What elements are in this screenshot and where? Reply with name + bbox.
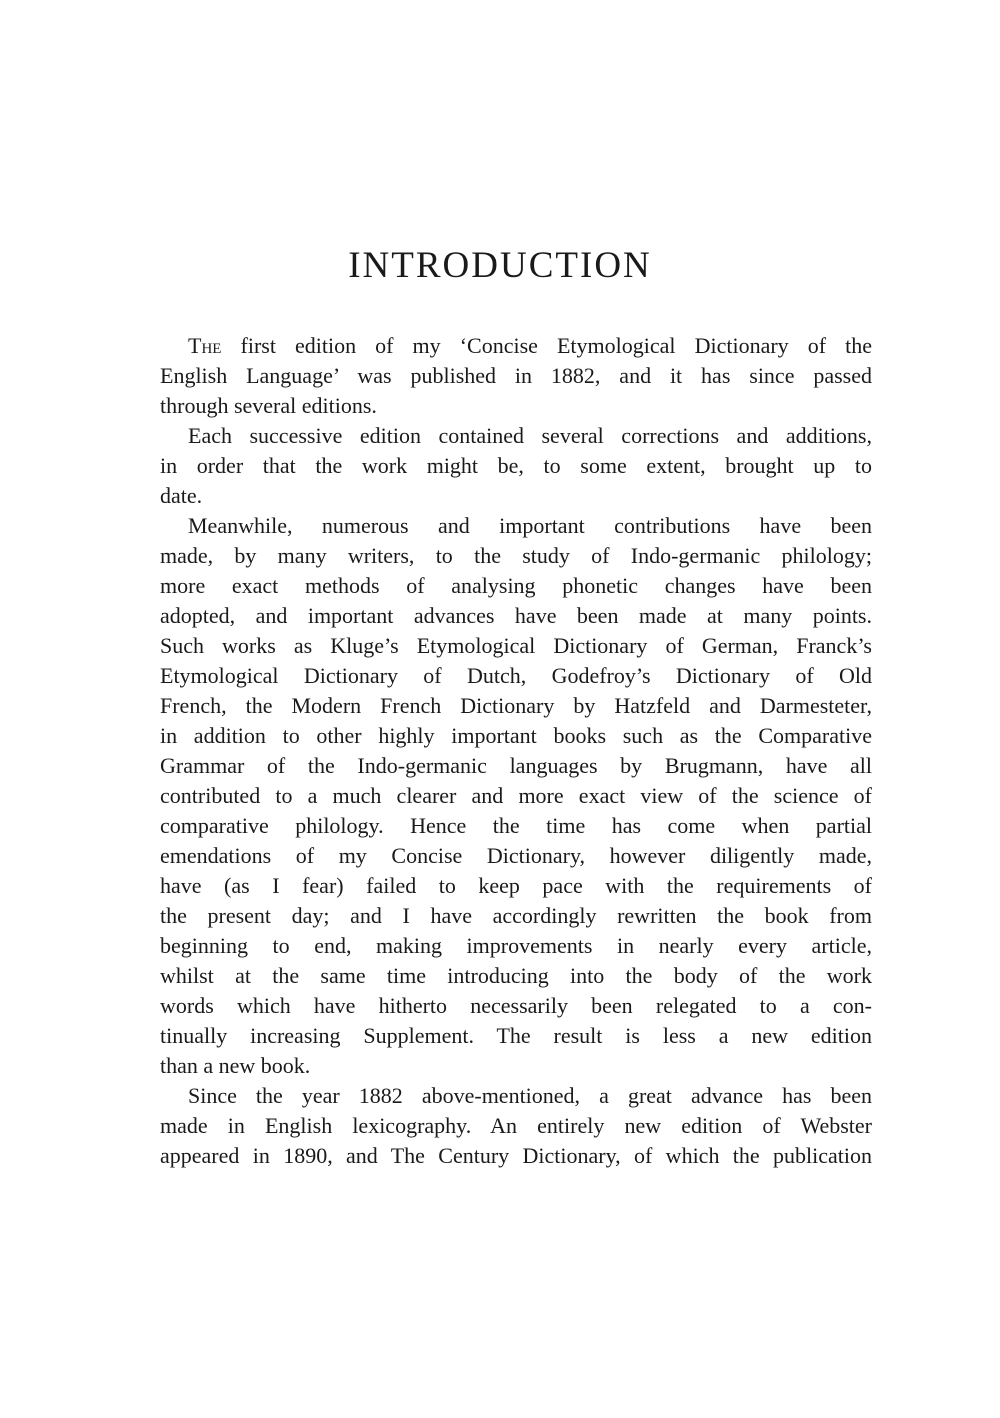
paragraph-1 [132,331,872,421]
text-line: in addition to other highly important books such as the Comparative [160,723,872,748]
paragraph-2 [132,421,872,511]
text-line: made, by many writers, to the study of Indo-germanic philology; [160,543,872,568]
text-line: Meanwhile, numerous and important contributions have been [188,513,872,538]
text-line: date. [160,483,203,508]
text-line: adopted, and important advances have been made at many points. [160,603,872,628]
text-line: made in English lexicography. An entirely new edition of Webster [160,1113,872,1138]
text-line: comparative philology. Hence the time has come when partial [160,813,872,838]
text-line: whilst at the same time introducing into the body of the work [160,963,872,988]
text-line: Each successive edition contained several corrections and additions, [188,423,872,448]
text-line: in order that the work might be, to some extent, brought up to [160,453,872,478]
text-line: beginning to end, making improvements in nearly every article, [160,933,872,958]
text-line: Grammar of the Indo-germanic languages by Brugmann, have all [160,753,872,778]
text-line: The first edition of my ‘Concise Etymological Dictionary of the [188,333,872,358]
text-line: appeared in 1890, and The Century Dictionary, of which the publication [160,1143,872,1168]
text-line: tinually increasing Supplement. The result is less a new edition [160,1023,872,1048]
text-line: Etymological Dictionary of Dutch, Godefroy’s Dictionary of Old [160,663,872,688]
text-line: have (as I fear) failed to keep pace with the requirements of [160,873,872,898]
text-line: than a new book. [160,1053,311,1078]
paragraph-4 [132,1081,872,1171]
text-line: English Language’ was published in 1882, and it has since passed [160,363,872,388]
text-line: more exact methods of analysing phonetic changes have been [160,573,872,598]
page-title: INTRODUCTION [348,245,652,286]
text-line: emendations of my Concise Dictionary, however diligently made, [160,843,872,868]
text-line: French, the Modern French Dictionary by Hatzfeld and Darmesteter, [160,693,872,718]
text-line: words which have hitherto necessarily been relegated to a con- [160,993,872,1018]
text-line: through several editions. [160,393,377,418]
small-caps-lead: The [188,333,222,358]
paragraph-3 [132,511,872,1081]
text-line: contributed to a much clearer and more exact view of the science of [160,783,872,808]
text-line: the present day; and I have accordingly rewritten the book from [160,903,872,928]
text-line: Since the year 1882 above-mentioned, a great advance has been [188,1083,872,1108]
text-line: Such works as Kluge’s Etymological Dictionary of German, Franck’s [160,633,872,658]
introduction-body [132,331,872,1171]
